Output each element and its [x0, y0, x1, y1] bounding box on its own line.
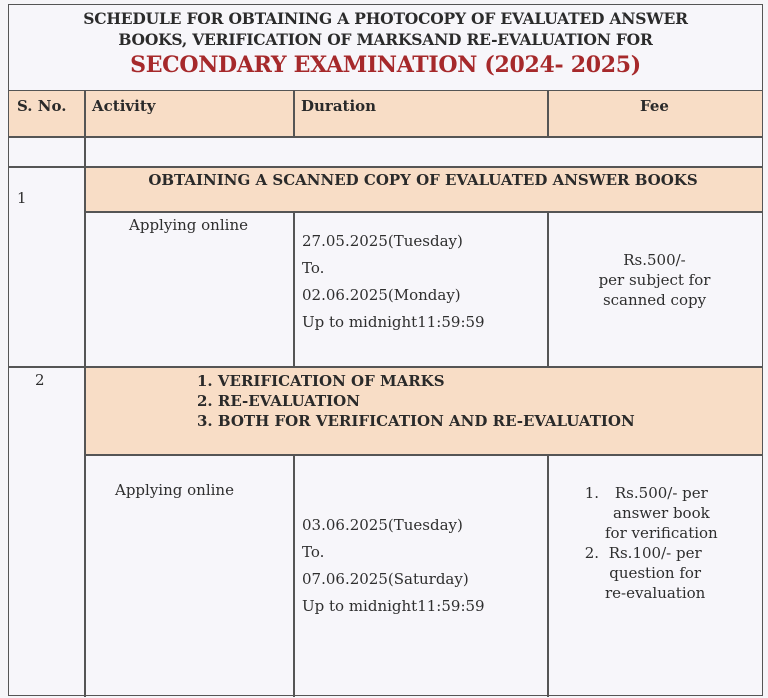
row-1-deadline-time: Up to midnight11:59:59: [302, 313, 485, 331]
fee-item-re-evaluation: [547, 543, 762, 603]
row-1-start-date: 27.05.2025(Tuesday): [302, 232, 463, 250]
row-1-duration: [293, 212, 547, 367]
fee-item-1-purpose: for verification: [605, 524, 718, 542]
row-2-end-date: 07.06.2025(Saturday): [302, 570, 469, 588]
divider: [293, 454, 295, 697]
section-item-verification: 1. VERIFICATION OF MARKS: [197, 372, 445, 390]
fee-item-2-unit: question for: [609, 564, 702, 582]
title-line-2: BOOKS, VERIFICATION OF MARKSAND RE-EVALUATION FOR: [118, 30, 653, 49]
divider: [9, 166, 762, 168]
divider: [547, 91, 549, 137]
divider: [84, 91, 86, 697]
row-1-section-title-text: OBTAINING A SCANNED COPY OF EVALUATED ANSWER BOOKS: [148, 171, 698, 189]
row-1-to: To.: [302, 259, 325, 277]
fee-item-2-number: 2.: [584, 544, 599, 562]
row-1-section-title: [84, 167, 762, 212]
divider: [9, 136, 762, 138]
row-2-section-header: [84, 367, 762, 455]
row-1-fee: [547, 212, 762, 367]
row-2-duration: [293, 455, 547, 697]
fee-item-1-number: 1.: [584, 484, 599, 502]
row-1-activity: [84, 212, 293, 367]
row-2-to: To.: [302, 543, 325, 561]
divider: [547, 454, 549, 697]
row-2-sno: [9, 367, 84, 697]
divider: [9, 366, 762, 368]
header-sno: [9, 91, 84, 137]
divider: [293, 91, 295, 137]
title-exam-name: SECONDARY EXAMINATION (2024- 2025): [130, 52, 641, 78]
row-2-fee: [547, 455, 762, 697]
schedule-document: [8, 4, 763, 696]
divider: [293, 211, 295, 367]
divider: [84, 211, 762, 213]
section-item-re-evaluation: 2. RE-EVALUATION: [197, 392, 360, 410]
header-fee-label: Fee: [640, 97, 669, 115]
divider: [547, 211, 549, 367]
row-2-sno-value: 2: [35, 371, 45, 389]
row-2-start-date: 03.06.2025(Tuesday): [302, 516, 463, 534]
fee-item-1-unit: answer book: [613, 504, 710, 522]
section-item-both: 3. BOTH FOR VERIFICATION AND RE-EVALUATION: [197, 412, 635, 430]
row-1-sno-value: 1: [17, 189, 27, 207]
document-title: [9, 5, 762, 91]
row-1-activity-text: Applying online: [129, 216, 248, 234]
fee-item-verification: [547, 483, 762, 543]
row-1-fee-unit: per subject for: [598, 271, 711, 289]
row-2-activity: [84, 455, 293, 697]
fee-item-1-amount: Rs.500/- per: [614, 484, 708, 502]
row-1-end-date: 02.06.2025(Monday): [302, 286, 461, 304]
header-duration: [293, 91, 547, 137]
spacer-row: [9, 137, 762, 167]
fee-item-2-amount: Rs.100/- per: [608, 544, 702, 562]
title-line-1: SCHEDULE FOR OBTAINING A PHOTOCOPY OF EVALUATED ANSWER: [83, 9, 688, 28]
row-1-fee-amount: Rs.500/-: [623, 251, 686, 269]
row-1-sno: [9, 167, 84, 367]
fee-item-2-purpose: re-evaluation: [605, 584, 706, 602]
row-1-fee-purpose: scanned copy: [602, 291, 707, 309]
header-duration-label: Duration: [301, 97, 377, 115]
header-activity-label: Activity: [92, 97, 156, 115]
row-2-deadline-time: Up to midnight11:59:59: [302, 597, 485, 615]
header-activity: [84, 91, 293, 137]
row-2-activity-text: Applying online: [115, 481, 234, 499]
divider: [84, 454, 762, 456]
header-fee: [547, 91, 762, 137]
header-sno-label: S. No.: [17, 97, 67, 115]
